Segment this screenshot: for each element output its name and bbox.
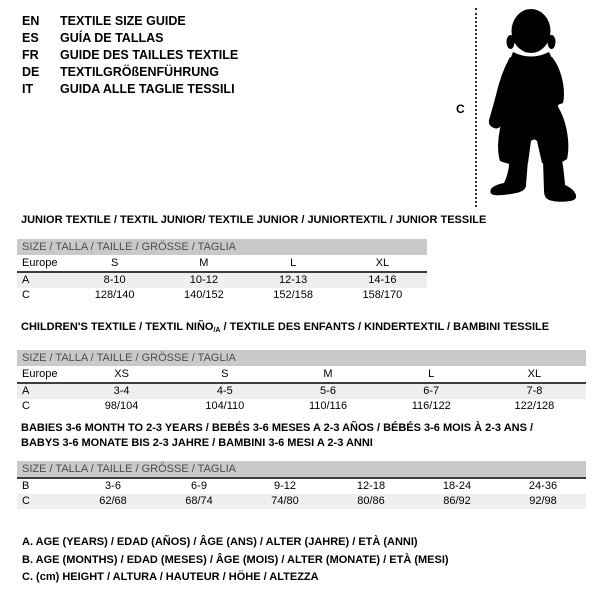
row-label: C: [22, 400, 30, 412]
lang-code-fr: FR: [22, 48, 39, 62]
cell-value: 62/68: [99, 495, 127, 507]
row-label: B: [22, 480, 30, 492]
lang-row-it: [22, 81, 238, 98]
row-label: A: [22, 274, 30, 286]
lang-title-fr: GUIDE DES TAILLES TEXTILE: [60, 48, 239, 62]
junior-col-l: L: [290, 257, 297, 269]
lang-code-de: DE: [22, 65, 40, 79]
cell-value: 18-24: [442, 480, 472, 492]
cell-value: 80/86: [357, 495, 385, 507]
cell-value: 8-10: [103, 274, 126, 286]
junior-row-age: [17, 273, 427, 288]
lang-title-en: TEXTILE SIZE GUIDE: [60, 14, 186, 28]
junior-col-europe: Europe: [22, 257, 58, 269]
junior-section-title: JUNIOR TEXTILE / TEXTIL JUNIOR/ TEXTILE JUNIOR / JUNIORTEXTIL / JUNIOR TESSILE: [21, 214, 487, 226]
cell-value: 86/92: [443, 495, 471, 507]
baby-silhouette-image: [486, 5, 598, 212]
junior-col-m: M: [199, 257, 209, 269]
children-title-post: / TEXTILE DES ENFANTS / KINDERTEXTIL / BAMBINI TESSILE: [220, 321, 550, 333]
cell-value: 14-16: [368, 274, 397, 286]
section-junior-textile: [17, 213, 487, 303]
cell-value: 122/128: [514, 400, 555, 412]
cell-value: 110/116: [308, 400, 348, 412]
lang-row-fr: [22, 47, 238, 64]
cell-value: 3-4: [113, 385, 130, 397]
cell-value: 7-8: [526, 385, 543, 397]
children-row-height: [17, 399, 586, 414]
cell-value: 4-5: [216, 385, 233, 397]
lang-row-es: [22, 30, 238, 47]
footnote-age-years: A. AGE (YEARS) / EDAD (AÑOS) / ÂGE (ANS) / ALTER (JAHRE) / ETÀ (ANNI): [22, 536, 418, 548]
cell-value: 152/158: [273, 289, 313, 301]
babies-section-title: [17, 421, 586, 451]
babies-row-months: [17, 479, 586, 494]
row-label: C: [22, 495, 30, 507]
children-col-europe: Europe: [22, 368, 58, 380]
cell-value: 9-12: [273, 480, 297, 492]
cell-value: 12-18: [356, 480, 386, 492]
junior-col-s: S: [110, 257, 119, 269]
section-children-textile: [17, 320, 586, 414]
cell-value: 10-12: [189, 274, 218, 286]
cell-value: 98/104: [104, 400, 139, 412]
lang-code-es: ES: [22, 31, 39, 45]
lang-title-it: GUIDA ALLE TAGLIE TESSILI: [60, 82, 235, 96]
children-row-age: [17, 384, 586, 399]
children-col-xl: XL: [527, 368, 542, 380]
cell-value: 158/170: [362, 289, 403, 301]
footnote-legend: [22, 534, 449, 587]
babies-size-header-bar: SIZE / TALLA / TAILLE / GRÖSSE / TAGLIA: [17, 461, 586, 479]
cell-value: 74/80: [271, 495, 299, 507]
footnote-height-cm: C. (cm) HEIGHT / ALTURA / HAUTEUR / HÖHE / ALTEZZA: [22, 571, 319, 583]
children-size-header-bar: SIZE / TALLA / TAILLE / GRÖSSE / TAGLIA: [17, 350, 586, 366]
children-title-sub: /A: [213, 327, 221, 334]
height-dotted-line: [475, 8, 477, 207]
cell-value: 6-9: [191, 480, 207, 492]
cell-value: 24-36: [528, 480, 558, 492]
footnote-age-months: B. AGE (MONTHS) / EDAD (MESES) / ÂGE (MOIS) / ALTER (MONATE) / ETÀ (MESI): [22, 553, 449, 566]
lang-code-it: IT: [22, 82, 34, 96]
junior-col-xl: XL: [375, 257, 390, 269]
cell-value: 128/140: [94, 289, 135, 301]
row-label: A: [22, 385, 30, 397]
lang-title-es: GUÍA DE TALLAS: [60, 31, 164, 45]
cell-value: 68/74: [185, 495, 213, 507]
junior-size-header-bar: SIZE / TALLA / TAILLE / GRÖSSE / TAGLIA: [17, 239, 427, 255]
children-title-pre: CHILDREN'S TEXTILE / TEXTIL NIÑO: [21, 321, 214, 333]
cell-value: 6-7: [423, 385, 440, 397]
children-col-xs: XS: [114, 368, 129, 380]
cell-value: 5-6: [320, 385, 336, 397]
lang-row-en: [22, 13, 238, 30]
babies-row-height: [17, 494, 586, 509]
lang-code-en: EN: [22, 14, 40, 28]
height-measure-label: C: [456, 102, 465, 116]
children-col-l: L: [428, 368, 435, 380]
cell-value: 12-13: [279, 274, 308, 286]
cell-value: 92/98: [529, 495, 557, 507]
section-babies-textile: [17, 421, 586, 509]
babies-title-line2: BABYS 3-6 MONATE BIS 2-3 JAHRE / BAMBINI 3-6 MESI A 2-3 ANNI: [21, 437, 373, 449]
junior-column-header-row: [17, 255, 427, 273]
cell-value: 3-6: [105, 480, 121, 492]
junior-row-height: [17, 288, 427, 303]
cell-value: 140/152: [183, 289, 224, 301]
cell-value: 104/110: [205, 400, 245, 412]
children-section-title: [17, 320, 586, 338]
children-col-m: M: [323, 368, 333, 380]
lang-title-de: TEXTILGRÖßENFÜHRUNG: [60, 65, 220, 79]
children-column-header-row: [17, 366, 586, 384]
children-col-s: S: [221, 368, 229, 380]
language-title-list: [22, 13, 238, 98]
babies-title-line1: BABIES 3-6 MONTH TO 2-3 YEARS / BEBÉS 3-6 MESES A 2-3 AÑOS / BÉBÉS 3-6 MOIS À 2-3 ANS /: [21, 422, 534, 434]
cell-value: 116/122: [411, 400, 451, 412]
row-label: C: [22, 289, 30, 301]
lang-row-de: [22, 64, 238, 81]
